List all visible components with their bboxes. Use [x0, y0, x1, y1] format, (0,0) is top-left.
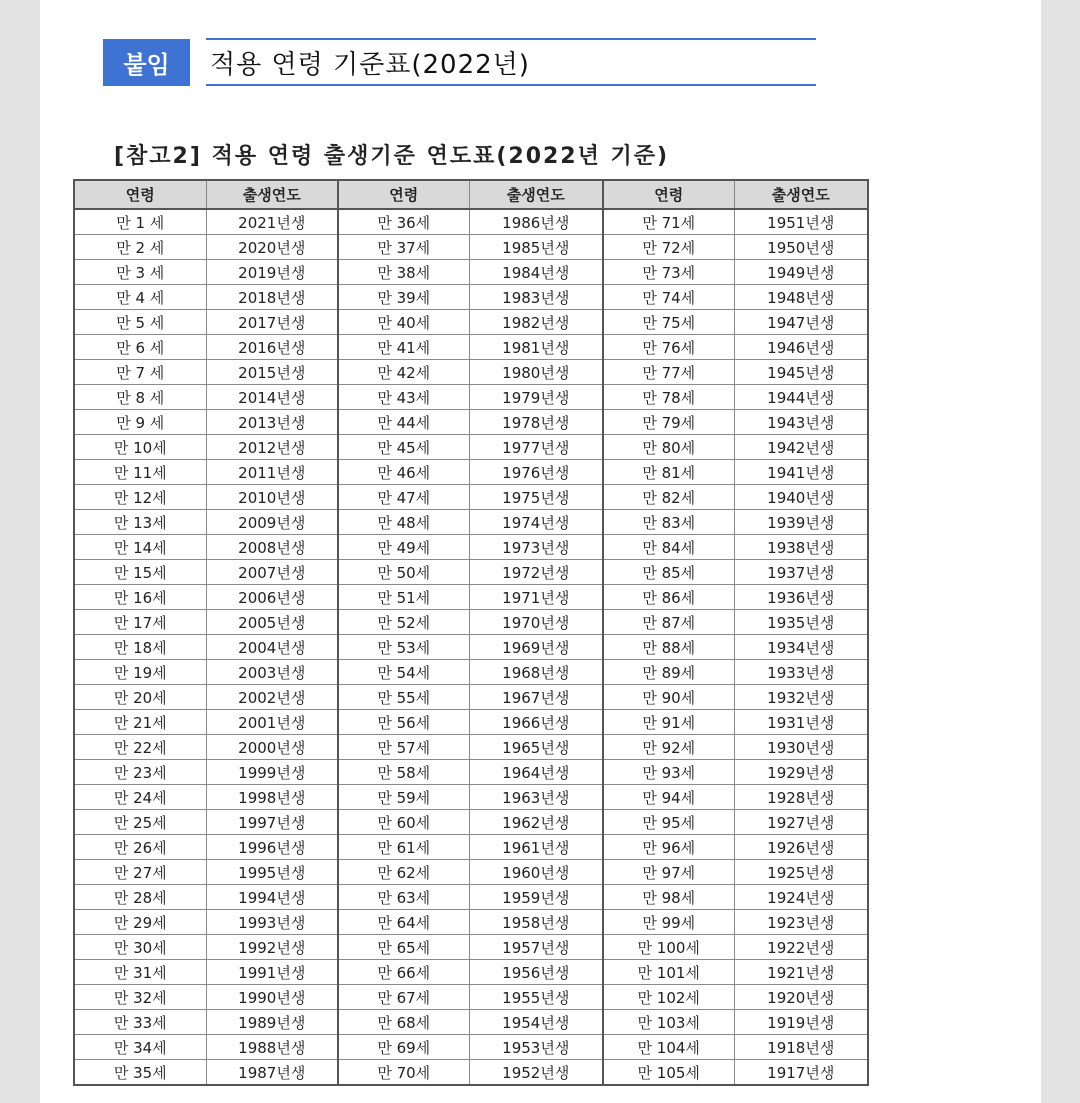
birth-year-cell: 1957년생 — [469, 935, 603, 960]
birth-year-cell: 1937년생 — [734, 560, 868, 585]
birth-year-cell: 1955년생 — [469, 985, 603, 1010]
birth-year-cell: 1923년생 — [734, 910, 868, 935]
birth-year-cell: 1929년생 — [734, 760, 868, 785]
birth-year-cell: 1990년생 — [206, 985, 338, 1010]
table-row — [74, 935, 868, 960]
age-cell: 만 79세 — [603, 410, 734, 435]
age-cell: 만 21세 — [74, 710, 206, 735]
age-cell: 만 101세 — [603, 960, 734, 985]
age-cell: 만 20세 — [74, 685, 206, 710]
birth-year-cell: 1949년생 — [734, 260, 868, 285]
age-cell: 만 24세 — [74, 785, 206, 810]
age-cell: 만 52세 — [338, 610, 469, 635]
age-cell: 만 87세 — [603, 610, 734, 635]
age-cell: 만 69세 — [338, 1035, 469, 1060]
birth-year-cell: 1927년생 — [734, 810, 868, 835]
age-cell: 만 27세 — [74, 860, 206, 885]
birth-year-cell: 1944년생 — [734, 385, 868, 410]
age-cell: 만 28세 — [74, 885, 206, 910]
table-row — [74, 1035, 868, 1060]
age-cell: 만 72세 — [603, 235, 734, 260]
birth-year-cell: 2011년생 — [206, 460, 338, 485]
age-cell: 만 99세 — [603, 910, 734, 935]
header-age-3: 연령 — [603, 180, 734, 209]
table-row — [74, 1010, 868, 1035]
table-row — [74, 360, 868, 385]
birth-year-cell: 1920년생 — [734, 985, 868, 1010]
birth-year-cell: 2021년생 — [206, 209, 338, 235]
age-cell: 만 13세 — [74, 510, 206, 535]
birth-year-cell: 1998년생 — [206, 785, 338, 810]
table-row — [74, 835, 868, 860]
birth-year-cell: 1941년생 — [734, 460, 868, 485]
birth-year-cell: 1932년생 — [734, 685, 868, 710]
table-row — [74, 810, 868, 835]
age-cell: 만 77세 — [603, 360, 734, 385]
age-cell: 만 1 세 — [74, 209, 206, 235]
reference-title: [참고2] 적용 연령 출생기준 연도표(2022년 기준) — [114, 144, 670, 169]
birth-year-cell: 2018년생 — [206, 285, 338, 310]
age-cell: 만 42세 — [338, 360, 469, 385]
age-cell: 만 11세 — [74, 460, 206, 485]
birth-year-cell: 1961년생 — [469, 835, 603, 860]
age-cell: 만 5 세 — [74, 310, 206, 335]
header-birth-year-2: 출생연도 — [469, 180, 603, 209]
birth-year-cell: 1974년생 — [469, 510, 603, 535]
birth-year-cell: 1970년생 — [469, 610, 603, 635]
birth-year-cell: 1921년생 — [734, 960, 868, 985]
age-cell: 만 89세 — [603, 660, 734, 685]
table-row — [74, 685, 868, 710]
age-cell: 만 15세 — [74, 560, 206, 585]
birth-year-cell: 1987년생 — [206, 1060, 338, 1086]
table-row — [74, 710, 868, 735]
birth-year-cell: 1963년생 — [469, 785, 603, 810]
birth-year-cell: 2001년생 — [206, 710, 338, 735]
birth-year-cell: 1956년생 — [469, 960, 603, 985]
age-cell: 만 86세 — [603, 585, 734, 610]
table-row — [74, 209, 868, 235]
birth-year-cell: 1993년생 — [206, 910, 338, 935]
birth-year-cell: 1986년생 — [469, 209, 603, 235]
age-cell: 만 49세 — [338, 535, 469, 560]
birth-year-cell: 2005년생 — [206, 610, 338, 635]
age-cell: 만 82세 — [603, 485, 734, 510]
age-cell: 만 26세 — [74, 835, 206, 860]
age-cell: 만 50세 — [338, 560, 469, 585]
age-cell: 만 48세 — [338, 510, 469, 535]
heading-box — [206, 38, 816, 86]
birth-year-cell: 1981년생 — [469, 335, 603, 360]
age-cell: 만 14세 — [74, 535, 206, 560]
birth-year-cell: 1962년생 — [469, 810, 603, 835]
table-row — [74, 535, 868, 560]
birth-year-cell: 1976년생 — [469, 460, 603, 485]
age-cell: 만 78세 — [603, 385, 734, 410]
age-cell: 만 51세 — [338, 585, 469, 610]
table-row — [74, 610, 868, 635]
birth-year-cell: 1988년생 — [206, 1035, 338, 1060]
table-row — [74, 285, 868, 310]
birth-year-cell: 1968년생 — [469, 660, 603, 685]
age-cell: 만 44세 — [338, 410, 469, 435]
age-cell: 만 37세 — [338, 235, 469, 260]
age-cell: 만 25세 — [74, 810, 206, 835]
age-cell: 만 76세 — [603, 335, 734, 360]
age-cell: 만 60세 — [338, 810, 469, 835]
birth-year-cell: 2009년생 — [206, 510, 338, 535]
age-birth-year-table — [73, 179, 869, 1086]
table-row — [74, 310, 868, 335]
age-cell: 만 88세 — [603, 635, 734, 660]
header-birth-year-1: 출생연도 — [206, 180, 338, 209]
table-row — [74, 885, 868, 910]
table-row — [74, 435, 868, 460]
birth-year-cell: 1977년생 — [469, 435, 603, 460]
birth-year-cell: 2003년생 — [206, 660, 338, 685]
birth-year-cell: 1950년생 — [734, 235, 868, 260]
birth-year-cell: 2015년생 — [206, 360, 338, 385]
age-cell: 만 93세 — [603, 760, 734, 785]
birth-year-cell: 2006년생 — [206, 585, 338, 610]
birth-year-cell: 2016년생 — [206, 335, 338, 360]
birth-year-cell: 1936년생 — [734, 585, 868, 610]
age-cell: 만 35세 — [74, 1060, 206, 1086]
age-cell: 만 103세 — [603, 1010, 734, 1035]
table-header-row — [74, 180, 868, 209]
age-cell: 만 71세 — [603, 209, 734, 235]
age-cell: 만 102세 — [603, 985, 734, 1010]
age-cell: 만 91세 — [603, 710, 734, 735]
age-cell: 만 65세 — [338, 935, 469, 960]
heading-title: 적용 연령 기준표(2022년) — [210, 49, 530, 80]
birth-year-cell: 1924년생 — [734, 885, 868, 910]
age-cell: 만 45세 — [338, 435, 469, 460]
birth-year-cell: 1965년생 — [469, 735, 603, 760]
age-cell: 만 58세 — [338, 760, 469, 785]
birth-year-cell: 1975년생 — [469, 485, 603, 510]
table-row — [74, 460, 868, 485]
age-cell: 만 105세 — [603, 1060, 734, 1086]
birth-year-cell: 2004년생 — [206, 635, 338, 660]
age-cell: 만 96세 — [603, 835, 734, 860]
table-row — [74, 335, 868, 360]
birth-year-cell: 2014년생 — [206, 385, 338, 410]
birth-year-cell: 1985년생 — [469, 235, 603, 260]
birth-year-cell: 1954년생 — [469, 1010, 603, 1035]
birth-year-cell: 1948년생 — [734, 285, 868, 310]
age-cell: 만 43세 — [338, 385, 469, 410]
age-cell: 만 10세 — [74, 435, 206, 460]
birth-year-cell: 1925년생 — [734, 860, 868, 885]
table-row — [74, 1060, 868, 1086]
age-cell: 만 85세 — [603, 560, 734, 585]
birth-year-cell: 1922년생 — [734, 935, 868, 960]
age-cell: 만 94세 — [603, 785, 734, 810]
birth-year-cell: 1964년생 — [469, 760, 603, 785]
birth-year-cell: 1934년생 — [734, 635, 868, 660]
birth-year-cell: 1999년생 — [206, 760, 338, 785]
age-cell: 만 16세 — [74, 585, 206, 610]
table-row — [74, 510, 868, 535]
birth-year-cell: 2007년생 — [206, 560, 338, 585]
table-row — [74, 985, 868, 1010]
age-cell: 만 53세 — [338, 635, 469, 660]
birth-year-cell: 1972년생 — [469, 560, 603, 585]
birth-year-cell: 1930년생 — [734, 735, 868, 760]
birth-year-cell: 1982년생 — [469, 310, 603, 335]
birth-year-cell: 1951년생 — [734, 209, 868, 235]
age-cell: 만 41세 — [338, 335, 469, 360]
age-cell: 만 61세 — [338, 835, 469, 860]
age-cell: 만 90세 — [603, 685, 734, 710]
birth-year-cell: 1919년생 — [734, 1010, 868, 1035]
birth-year-cell: 1980년생 — [469, 360, 603, 385]
birth-year-cell: 1973년생 — [469, 535, 603, 560]
birth-year-cell: 2008년생 — [206, 535, 338, 560]
age-cell: 만 19세 — [74, 660, 206, 685]
birth-year-cell: 1989년생 — [206, 1010, 338, 1035]
table-row — [74, 635, 868, 660]
age-cell: 만 98세 — [603, 885, 734, 910]
birth-year-cell: 2010년생 — [206, 485, 338, 510]
age-cell: 만 100세 — [603, 935, 734, 960]
age-cell: 만 80세 — [603, 435, 734, 460]
age-cell: 만 30세 — [74, 935, 206, 960]
birth-year-cell: 1960년생 — [469, 860, 603, 885]
table-row — [74, 785, 868, 810]
age-cell: 만 46세 — [338, 460, 469, 485]
age-cell: 만 34세 — [74, 1035, 206, 1060]
birth-year-cell: 1947년생 — [734, 310, 868, 335]
table-row — [74, 760, 868, 785]
age-cell: 만 38세 — [338, 260, 469, 285]
age-cell: 만 64세 — [338, 910, 469, 935]
table-row — [74, 585, 868, 610]
birth-year-cell: 1931년생 — [734, 710, 868, 735]
age-cell: 만 18세 — [74, 635, 206, 660]
birth-year-cell: 1991년생 — [206, 960, 338, 985]
birth-year-cell: 1971년생 — [469, 585, 603, 610]
birth-year-cell: 1926년생 — [734, 835, 868, 860]
birth-year-cell: 1959년생 — [469, 885, 603, 910]
age-cell: 만 39세 — [338, 285, 469, 310]
birth-year-cell: 1940년생 — [734, 485, 868, 510]
birth-year-cell: 1953년생 — [469, 1035, 603, 1060]
birth-year-cell: 1928년생 — [734, 785, 868, 810]
birth-year-cell: 1943년생 — [734, 410, 868, 435]
birth-year-cell: 1942년생 — [734, 435, 868, 460]
age-cell: 만 67세 — [338, 985, 469, 1010]
birth-year-cell: 1917년생 — [734, 1060, 868, 1086]
birth-year-cell: 2013년생 — [206, 410, 338, 435]
age-cell: 만 56세 — [338, 710, 469, 735]
age-cell: 만 59세 — [338, 785, 469, 810]
table-row — [74, 735, 868, 760]
table-row — [74, 960, 868, 985]
age-cell: 만 81세 — [603, 460, 734, 485]
age-cell: 만 70세 — [338, 1060, 469, 1086]
table-row — [74, 860, 868, 885]
age-cell: 만 6 세 — [74, 335, 206, 360]
header-birth-year-3: 출생연도 — [734, 180, 868, 209]
age-cell: 만 17세 — [74, 610, 206, 635]
birth-year-cell: 1952년생 — [469, 1060, 603, 1086]
attachment-badge: 붙임 — [103, 39, 190, 86]
age-cell: 만 73세 — [603, 260, 734, 285]
birth-year-cell: 1935년생 — [734, 610, 868, 635]
age-cell: 만 9 세 — [74, 410, 206, 435]
age-cell: 만 92세 — [603, 735, 734, 760]
age-cell: 만 36세 — [338, 209, 469, 235]
birth-year-cell: 2019년생 — [206, 260, 338, 285]
birth-year-cell: 1984년생 — [469, 260, 603, 285]
birth-year-cell: 2000년생 — [206, 735, 338, 760]
age-cell: 만 4 세 — [74, 285, 206, 310]
age-cell: 만 75세 — [603, 310, 734, 335]
birth-year-cell: 1945년생 — [734, 360, 868, 385]
age-cell: 만 74세 — [603, 285, 734, 310]
header-age-2: 연령 — [338, 180, 469, 209]
age-cell: 만 31세 — [74, 960, 206, 985]
birth-year-cell: 1978년생 — [469, 410, 603, 435]
age-cell: 만 3 세 — [74, 260, 206, 285]
age-cell: 만 83세 — [603, 510, 734, 535]
age-cell: 만 23세 — [74, 760, 206, 785]
table-row — [74, 660, 868, 685]
age-cell: 만 104세 — [603, 1035, 734, 1060]
age-cell: 만 40세 — [338, 310, 469, 335]
birth-year-cell: 1979년생 — [469, 385, 603, 410]
birth-year-cell: 2002년생 — [206, 685, 338, 710]
age-cell: 만 55세 — [338, 685, 469, 710]
age-cell: 만 68세 — [338, 1010, 469, 1035]
birth-year-cell: 1946년생 — [734, 335, 868, 360]
birth-year-cell: 1967년생 — [469, 685, 603, 710]
age-cell: 만 33세 — [74, 1010, 206, 1035]
table-row — [74, 235, 868, 260]
birth-year-cell: 2017년생 — [206, 310, 338, 335]
age-cell: 만 12세 — [74, 485, 206, 510]
birth-year-cell: 1994년생 — [206, 885, 338, 910]
age-cell: 만 32세 — [74, 985, 206, 1010]
table-row — [74, 485, 868, 510]
age-cell: 만 22세 — [74, 735, 206, 760]
birth-year-cell: 1997년생 — [206, 810, 338, 835]
age-cell: 만 63세 — [338, 885, 469, 910]
table-row — [74, 385, 868, 410]
age-cell: 만 84세 — [603, 535, 734, 560]
birth-year-cell: 1969년생 — [469, 635, 603, 660]
birth-year-cell: 1992년생 — [206, 935, 338, 960]
age-cell: 만 29세 — [74, 910, 206, 935]
birth-year-cell: 2020년생 — [206, 235, 338, 260]
age-cell: 만 66세 — [338, 960, 469, 985]
birth-year-cell: 1995년생 — [206, 860, 338, 885]
birth-year-cell: 1933년생 — [734, 660, 868, 685]
table-row — [74, 560, 868, 585]
age-cell: 만 57세 — [338, 735, 469, 760]
age-cell: 만 97세 — [603, 860, 734, 885]
age-cell: 만 7 세 — [74, 360, 206, 385]
table-row — [74, 410, 868, 435]
age-cell: 만 2 세 — [74, 235, 206, 260]
birth-year-cell: 2012년생 — [206, 435, 338, 460]
age-cell: 만 54세 — [338, 660, 469, 685]
birth-year-cell: 1958년생 — [469, 910, 603, 935]
birth-year-cell: 1938년생 — [734, 535, 868, 560]
table-row — [74, 910, 868, 935]
birth-year-cell: 1918년생 — [734, 1035, 868, 1060]
age-cell: 만 47세 — [338, 485, 469, 510]
header-age-1: 연령 — [74, 180, 206, 209]
birth-year-cell: 1983년생 — [469, 285, 603, 310]
age-cell: 만 95세 — [603, 810, 734, 835]
birth-year-cell: 1966년생 — [469, 710, 603, 735]
birth-year-cell: 1939년생 — [734, 510, 868, 535]
age-cell: 만 8 세 — [74, 385, 206, 410]
table-row — [74, 260, 868, 285]
birth-year-cell: 1996년생 — [206, 835, 338, 860]
age-cell: 만 62세 — [338, 860, 469, 885]
